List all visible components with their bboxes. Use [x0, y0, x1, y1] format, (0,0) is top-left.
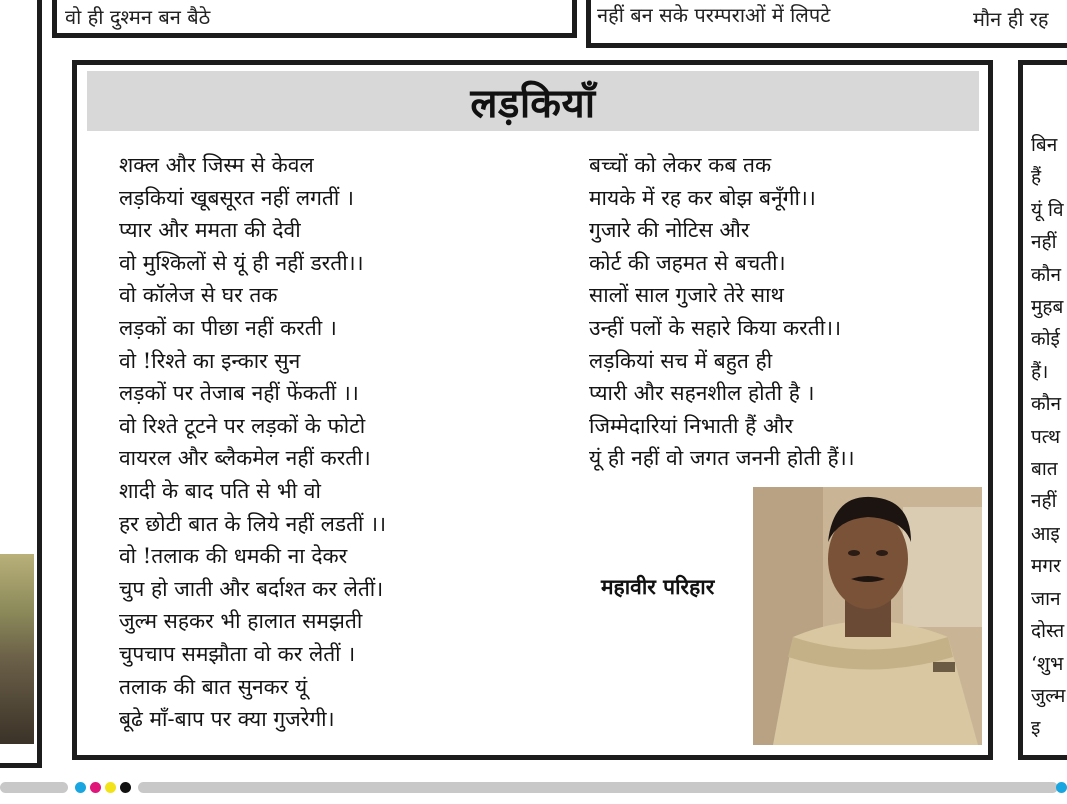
poem-line: प्यारी और सहनशील होती है । — [589, 381, 815, 406]
poem-line: लड़कियां खूबसूरत नहीं लगतीं । — [119, 185, 354, 210]
poem-line: शक्ल और जिस्म से केवल — [119, 153, 314, 177]
poem-line: वो कॉलेज से घर तक — [119, 283, 278, 308]
registration-dot-cyan — [75, 782, 86, 793]
top-right-article-fragment — [586, 0, 1067, 48]
poem-line: लड़कों का पीछा नहीं करती । — [119, 315, 337, 340]
author-name: महावीर परिहार — [601, 575, 715, 599]
print-registration-bar — [0, 778, 1067, 796]
registration-dot-magenta — [90, 782, 101, 793]
fragment-line: कौन — [1031, 393, 1062, 416]
fragment-line: जुल्म — [1031, 684, 1066, 707]
poem-line: चुप हो जाती और बर्दाश्त कर लेतीं। — [119, 576, 384, 601]
fragment-line: आइ — [1031, 522, 1060, 545]
top-left-fragment-text: वो ही दुश्मन बन बैठे — [65, 5, 211, 29]
poem-line: सालों साल गुजारे तेरे साथ — [589, 283, 784, 308]
fragment-line: इ — [1031, 717, 1041, 740]
poem-line: बच्चों को लेकर कब तक — [589, 153, 772, 177]
author-photo — [753, 487, 982, 745]
fragment-line: यूं वि — [1031, 198, 1064, 221]
poem-line: जुल्म सहकर भी हालात समझती — [119, 609, 363, 634]
fragment-line: मगर — [1031, 555, 1061, 578]
poem-line: शादी के बाद पति से भी वो — [119, 478, 321, 503]
poem-line: वो रिश्ते टूटने पर लड़कों के फोटो — [119, 413, 366, 438]
fragment-line: पत्थ — [1031, 425, 1061, 448]
poem-line: यूं ही नहीं वो जगत जननी होती हैं।। — [589, 446, 855, 471]
fragment-line: नहीं — [1031, 490, 1057, 513]
poem-line: हर छोटी बात के लिये नहीं लडतीं ।। — [119, 511, 387, 536]
fragment-line: जान — [1031, 587, 1061, 610]
fragment-line: बात — [1031, 458, 1058, 481]
fragment-line: बिन — [1031, 134, 1058, 156]
poem-article — [72, 60, 993, 760]
poem-line: वो !तलाक की धमकी ना देकर — [119, 544, 348, 569]
top-left-article-fragment — [52, 0, 577, 38]
fragment-line: दोस्त — [1031, 620, 1065, 643]
registration-dot-black — [120, 782, 131, 793]
fragment-line: कोई — [1031, 328, 1060, 351]
registration-bar-left — [0, 782, 68, 793]
poem-line: वो मुश्किलों से यूं ही नहीं डरती।। — [119, 250, 364, 275]
article-title: लड़कियाँ — [470, 80, 596, 127]
poem-line: उन्हीं पलों के सहारे किया करती।। — [589, 315, 842, 340]
poem-left-column — [119, 149, 386, 736]
poem-line: मायके में रह कर बोझ बनूँगी।। — [589, 185, 816, 210]
poem-line: लड़कों पर तेजाब नहीं फेंकतीं ।। — [119, 381, 359, 406]
fragment-line: मुहब — [1031, 296, 1064, 319]
top-right-fragment-text-b: मौन ही रह — [973, 7, 1049, 31]
right-fragment-column — [1031, 129, 1065, 745]
poem-right-column — [589, 149, 855, 475]
poem-line: प्यार और ममता की देवी — [119, 218, 301, 243]
fragment-line: कौन — [1031, 263, 1062, 286]
poem-line: कोर्ट की जहमत से बचती। — [589, 250, 786, 275]
poem-line: चुपचाप समझौता वो कर लेतीं । — [119, 641, 356, 666]
top-right-fragment-text-a: नहीं बन सके परम्पराओं में लिपटे — [597, 3, 831, 27]
poem-line: बूढे माँ-बाप पर क्या गुजरेगी। — [119, 707, 335, 732]
fragment-line: नहीं — [1031, 231, 1057, 254]
fragment-line: हैं। — [1031, 360, 1049, 383]
title-bar — [87, 71, 979, 131]
registration-dot-yellow — [105, 782, 116, 793]
left-edge-photo — [0, 554, 34, 744]
fragment-line: हैं — [1031, 166, 1042, 189]
author-portrait-illustration — [753, 487, 982, 745]
right-article-fragment — [1018, 60, 1067, 760]
poem-line: गुजारे की नोटिस और — [589, 218, 750, 243]
poem-line: लड़कियां सच में बहुत ही — [589, 348, 773, 373]
registration-dot-cyan-right — [1056, 782, 1067, 793]
poem-line: जिम्मेदारियां निभाती हैं और — [589, 413, 794, 438]
fragment-line: ‘शुभ — [1031, 652, 1064, 675]
poem-line: तलाक की बात सुनकर यूं — [119, 674, 308, 699]
poem-line: वो !रिश्ते का इन्कार सुन — [119, 348, 301, 373]
registration-bar-right — [138, 782, 1058, 793]
poem-line: वायरल और ब्लैकमेल नहीं करती। — [119, 446, 371, 471]
